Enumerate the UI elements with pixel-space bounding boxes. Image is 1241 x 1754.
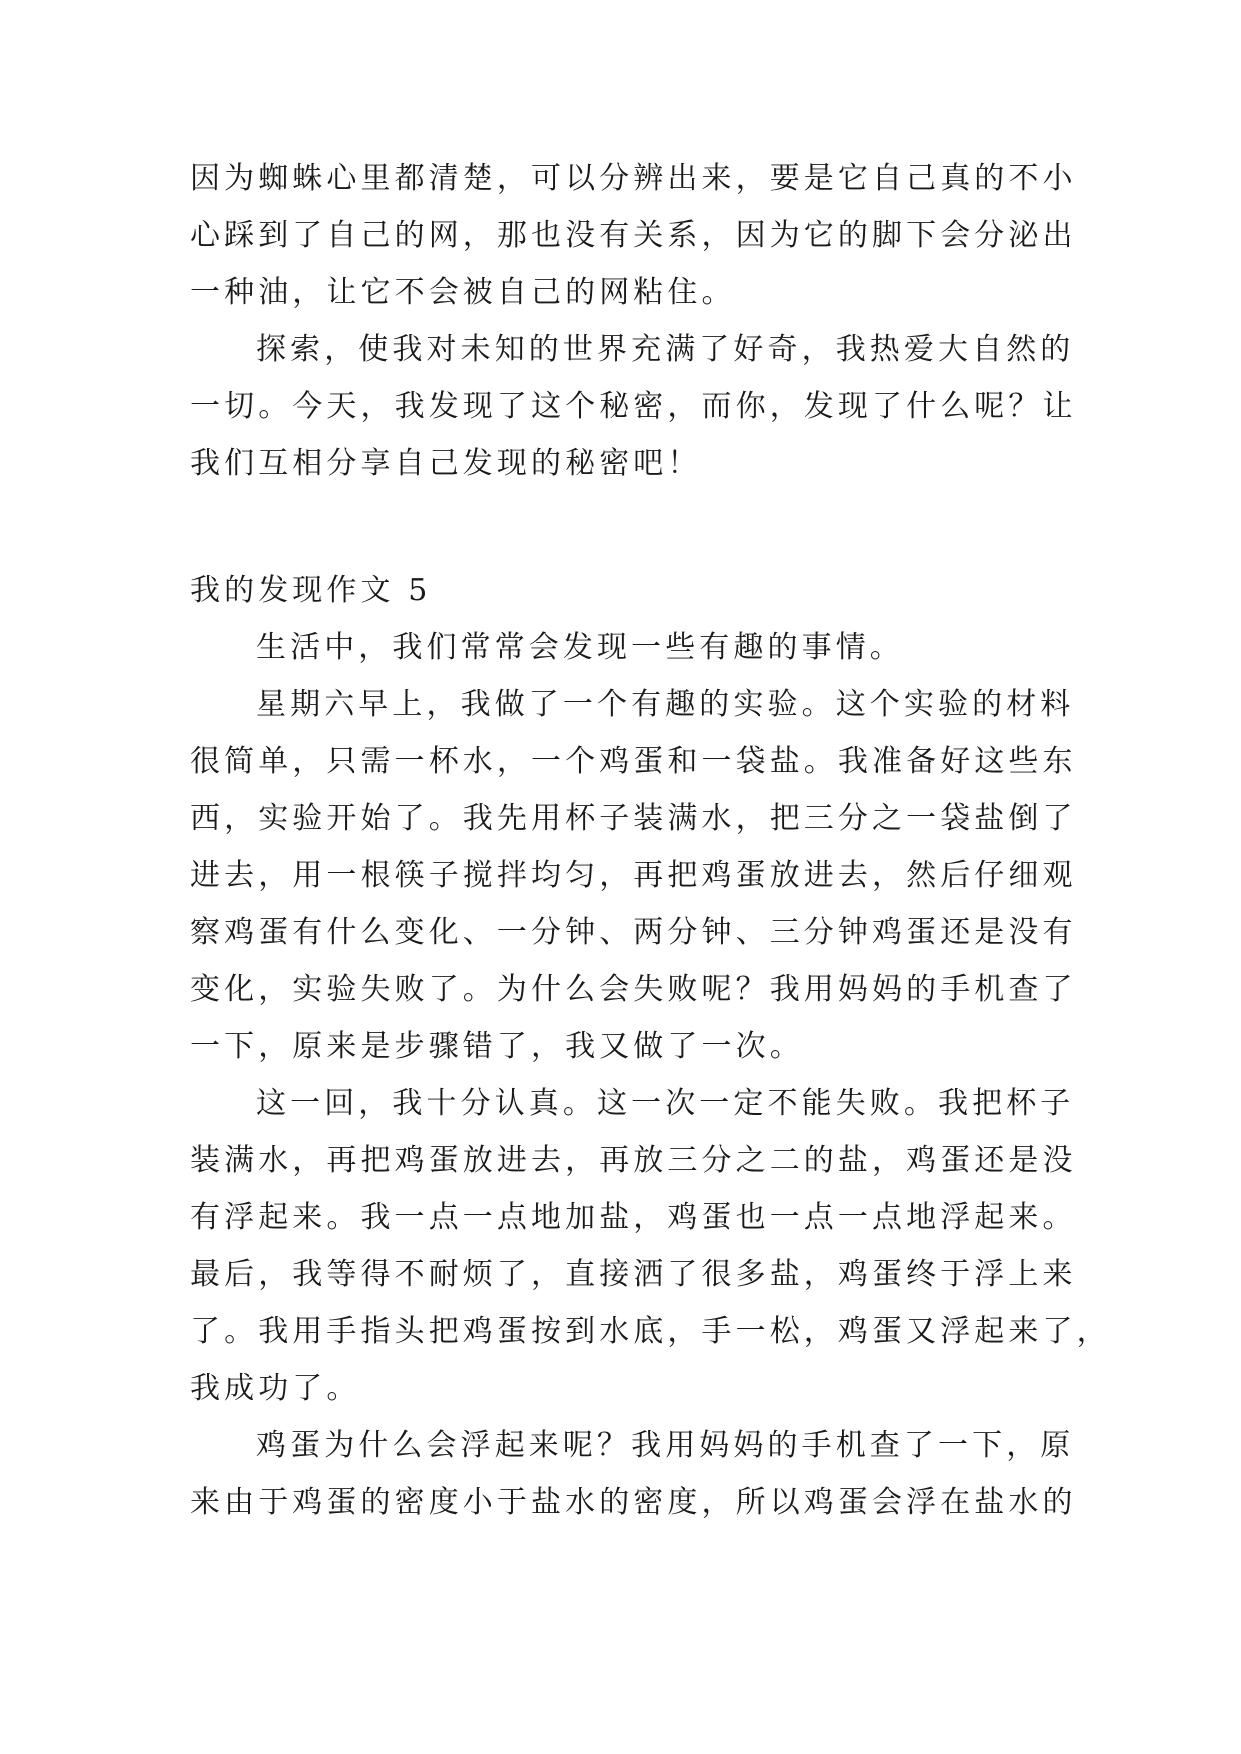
text-line: 有浮起来。我一点一点地加盐，鸡蛋也一点一点地浮起来。 — [190, 1200, 1077, 1235]
section-heading: 我的发现作文 5 — [190, 573, 432, 608]
text-line: 这一回，我十分认真。这一次一定不能失败。我把杯子 — [256, 1086, 1075, 1121]
text-line: 装满水，再把鸡蛋放进去，再放三分之二的盐，鸡蛋还是没 — [190, 1143, 1077, 1178]
text-line: 心踩到了自己的网，那也没有关系，因为它的脚下会分泌出 — [190, 218, 1077, 253]
text-line: 鸡蛋为什么会浮起来呢？我用妈妈的手机查了一下，原 — [256, 1428, 1075, 1463]
text-line: 我成功了。 — [190, 1371, 361, 1406]
text-line: 了。我用手指头把鸡蛋按到水底，手一松，鸡蛋又浮起来了， — [190, 1314, 1111, 1349]
text-line: 来由于鸡蛋的密度小于盐水的密度，所以鸡蛋会浮在盐水的 — [190, 1485, 1077, 1520]
text-line: 进去，用一根筷子搅拌均匀，再把鸡蛋放进去，然后仔细观 — [190, 858, 1077, 893]
text-line: 西，实验开始了。我先用杯子装满水，把三分之一袋盐倒了 — [190, 801, 1077, 836]
paragraph-intro — [190, 619, 1060, 676]
text-line: 探索，使我对未知的世界充满了好奇，我热爱大自然的 — [256, 332, 1075, 367]
text-line: 一种油，让它不会被自己的网粘住。 — [190, 275, 736, 310]
text-line: 变化，实验失败了。为什么会失败呢？我用妈妈的手机查了 — [190, 972, 1077, 1007]
text-line: 我们互相分享自己发现的秘密吧！ — [190, 446, 702, 481]
text-line: 一下，原来是步骤错了，我又做了一次。 — [190, 1029, 804, 1064]
paragraph-reason — [190, 1417, 1077, 1531]
paragraph-spider — [190, 150, 1077, 321]
document-page — [190, 150, 1111, 1531]
text-line: 很简单，只需一杯水，一个鸡蛋和一袋盐。我准备好这些东 — [190, 744, 1077, 779]
text-line: 察鸡蛋有什么变化、一分钟、两分钟、三分钟鸡蛋还是没有 — [190, 915, 1077, 950]
text-line: 生活中，我们常常会发现一些有趣的事情。 — [256, 630, 904, 665]
text-line: 一切。今天，我发现了这个秘密，而你，发现了什么呢？让 — [190, 389, 1077, 424]
paragraph-retry — [190, 1075, 1111, 1417]
text-line: 星期六早上，我做了一个有趣的实验。这个实验的材料 — [256, 687, 1075, 722]
text-line: 因为蜘蛛心里都清楚，可以分辨出来，要是它自己真的不小 — [190, 161, 1077, 196]
text-line: 最后，我等得不耐烦了，直接洒了很多盐，鸡蛋终于浮上来 — [190, 1257, 1077, 1292]
paragraph-explore — [190, 321, 1077, 492]
section-spacer — [190, 492, 1060, 562]
paragraph-experiment — [190, 676, 1077, 1075]
